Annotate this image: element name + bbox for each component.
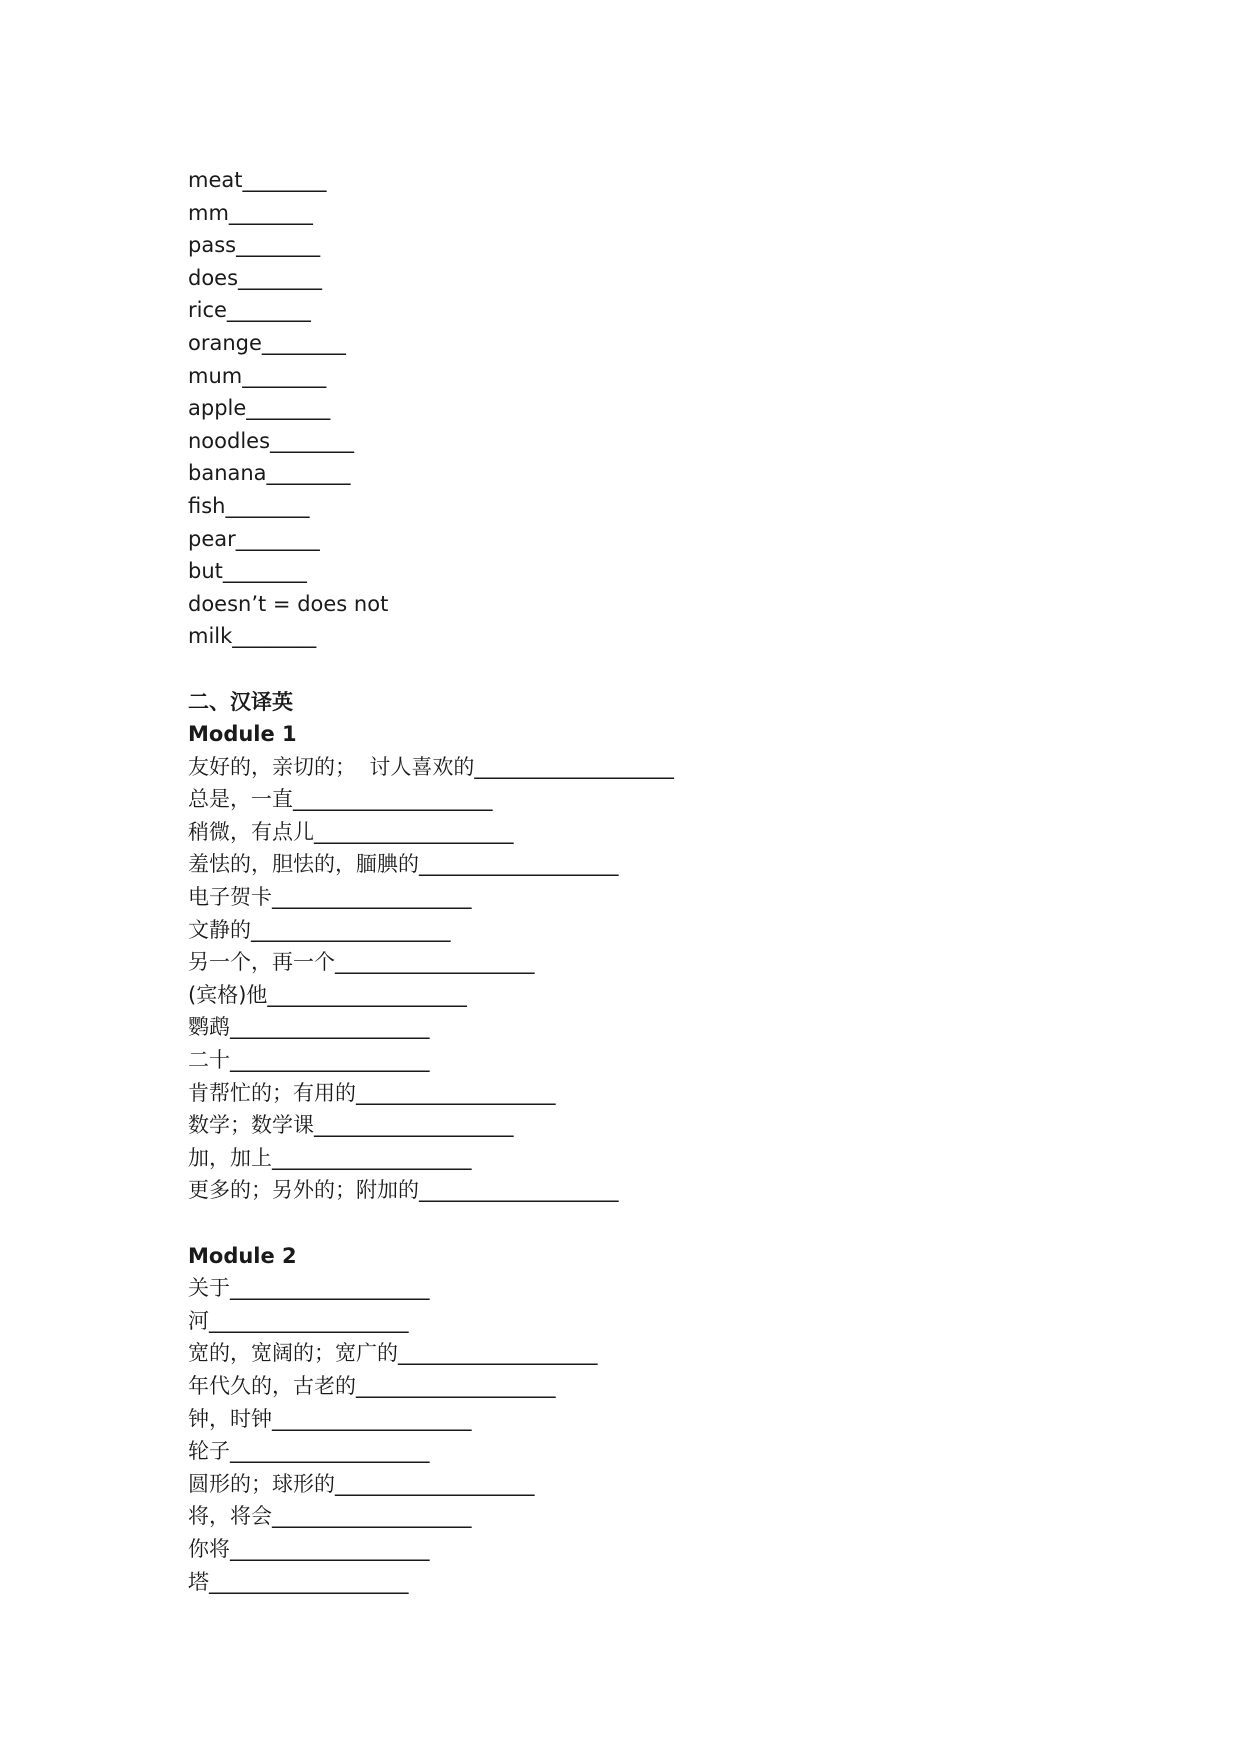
vocab-item: apple________ — [188, 396, 331, 421]
translation-item: 将，将会___________________ — [188, 1504, 472, 1529]
spacer — [188, 653, 1148, 686]
translation-item: 二十___________________ — [188, 1048, 430, 1073]
translation-item: 肯帮忙的；有用的___________________ — [188, 1080, 556, 1105]
vocab-item: meat________ — [188, 168, 327, 192]
translation-item: 更多的；另外的；附加的___________________ — [188, 1178, 619, 1203]
vocab-item: banana________ — [188, 461, 351, 486]
vocab-item: pear________ — [188, 526, 320, 551]
translation-item: 友好的，亲切的； 讨人喜欢的___________________ — [188, 754, 674, 779]
translation-item: 文静的___________________ — [188, 917, 451, 942]
translation-item: 鹦鹉___________________ — [188, 1015, 430, 1040]
translation-item: 稍微，有点儿___________________ — [188, 819, 514, 844]
vocab-item: mum________ — [188, 363, 327, 388]
vocab-item: orange________ — [188, 330, 346, 355]
translation-item: 总是，一直___________________ — [188, 787, 493, 812]
vocab-item: but________ — [188, 559, 307, 584]
translation-item: 电子贺卡___________________ — [188, 885, 472, 910]
vocab-item: fish________ — [188, 493, 310, 518]
translation-item: 钟，时钟___________________ — [188, 1406, 472, 1431]
module-title: Module 2 — [188, 1243, 297, 1268]
translation-item: (宾格)他___________________ — [188, 982, 467, 1007]
module-1-section — [188, 718, 1148, 1207]
module-title: Module 1 — [188, 722, 297, 747]
translation-item: 数学；数学课___________________ — [188, 1113, 514, 1138]
vocab-item: mm________ — [188, 200, 313, 225]
translation-item: 加，加上___________________ — [188, 1145, 472, 1170]
spacer — [188, 1207, 1148, 1240]
translation-item: 轮子___________________ — [188, 1439, 430, 1464]
section-title: 二、汉译英 — [188, 689, 293, 714]
translation-item: 宽的，宽阔的；宽广的___________________ — [188, 1341, 598, 1366]
vocab-item: rice________ — [188, 298, 311, 323]
vocab-item: noodles________ — [188, 428, 355, 453]
translation-item: 河___________________ — [188, 1308, 409, 1333]
translation-item: 羞怯的，胆怯的，腼腆的___________________ — [188, 852, 619, 877]
module-2-section — [188, 1240, 1148, 1599]
translation-item: 年代久的，古老的___________________ — [188, 1373, 556, 1398]
vocab-item: pass________ — [188, 233, 321, 258]
vocab-item: milk________ — [188, 624, 317, 649]
translation-item: 圆形的；球形的___________________ — [188, 1471, 535, 1496]
translation-item: 塔___________________ — [188, 1569, 409, 1594]
translation-item: 关于___________________ — [188, 1276, 430, 1301]
worksheet-page — [188, 164, 1148, 1598]
vocab-item: doesn’t = does not — [188, 591, 389, 616]
translation-item: 你将___________________ — [188, 1536, 430, 1561]
vocab-item: does________ — [188, 265, 323, 290]
vocab-list — [188, 164, 1148, 653]
translation-item: 另一个，再一个___________________ — [188, 950, 535, 975]
